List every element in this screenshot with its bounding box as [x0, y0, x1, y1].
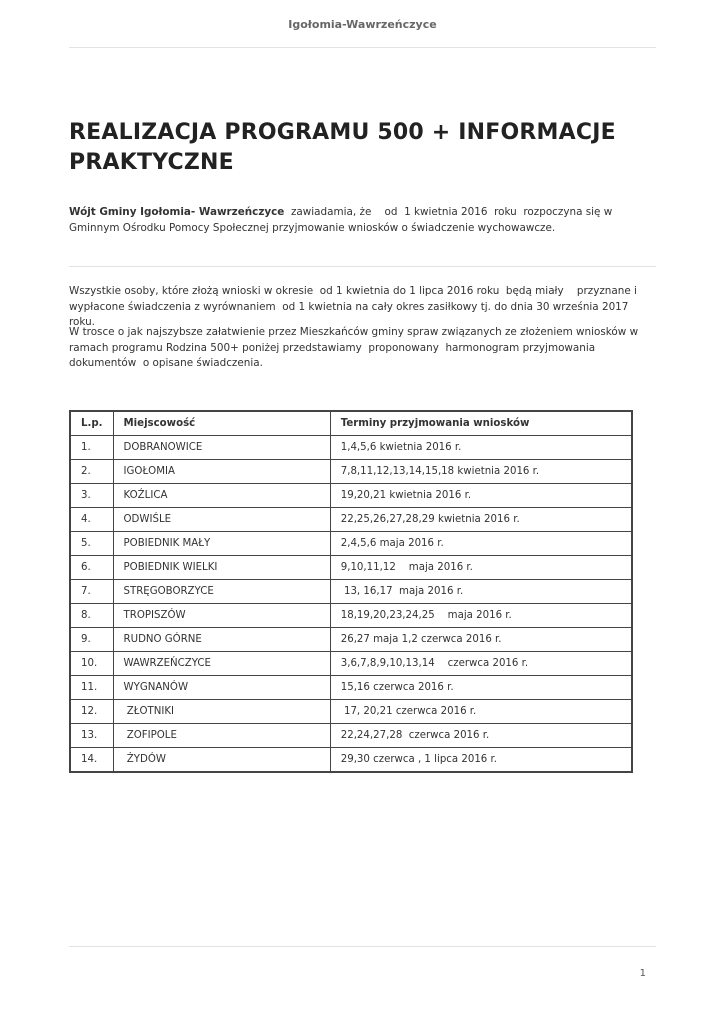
table-row: [70, 748, 632, 773]
row-dates: 22,24,27,28 czerwca 2016 r.: [330, 724, 632, 748]
row-locality: STRĘGOBORZYCE: [113, 580, 330, 604]
row-locality: ŻYDÓW: [113, 748, 330, 773]
header-divider: [69, 47, 656, 48]
column-header-number: L.p.: [70, 411, 113, 436]
row-locality: ODWIŚLE: [113, 508, 330, 532]
row-number: 6.: [70, 556, 113, 580]
row-dates: 1,4,5,6 kwietnia 2016 r.: [330, 436, 632, 460]
intro-paragraph: [69, 205, 656, 236]
row-number: 10.: [70, 652, 113, 676]
table-row: [70, 628, 632, 652]
column-header-dates: Terminy przyjmowania wniosków: [330, 411, 632, 436]
table-row: [70, 724, 632, 748]
footer-divider: [69, 946, 656, 947]
row-number: 14.: [70, 748, 113, 773]
info-paragraph-1: Wszystkie osoby, które złożą wnioski w okresie od 1 kwietnia do 1 lipca 2016 roku będą miały przyznane i wypłacone świadczenia z wyrównaniem od 1 kwietnia na cały okres zasiłkowy tj. do dnia 30 września 2017 roku.: [69, 285, 641, 328]
row-locality: IGOŁOMIA: [113, 460, 330, 484]
row-locality: POBIEDNIK MAŁY: [113, 532, 330, 556]
row-locality: WYGNANÓW: [113, 676, 330, 700]
table-row: [70, 652, 632, 676]
table-row: [70, 700, 632, 724]
table-row: [70, 484, 632, 508]
page-number: 1: [639, 968, 646, 979]
row-dates: 17, 20,21 czerwca 2016 r.: [330, 700, 632, 724]
row-locality: ZOFIPOLE: [113, 724, 330, 748]
site-header-title: Igołomia-Wawrzeńczyce: [288, 18, 437, 31]
row-dates: 18,19,20,23,24,25 maja 2016 r.: [330, 604, 632, 628]
row-dates: 19,20,21 kwietnia 2016 r.: [330, 484, 632, 508]
table-row: [70, 676, 632, 700]
table-row: [70, 580, 632, 604]
row-number: 12.: [70, 700, 113, 724]
row-number: 1.: [70, 436, 113, 460]
row-locality: TROPISZÓW: [113, 604, 330, 628]
row-locality: KOŹLICA: [113, 484, 330, 508]
row-dates: 13, 16,17 maja 2016 r.: [330, 580, 632, 604]
row-number: 2.: [70, 460, 113, 484]
row-number: 4.: [70, 508, 113, 532]
row-dates: 22,25,26,27,28,29 kwietnia 2016 r.: [330, 508, 632, 532]
row-dates: 29,30 czerwca , 1 lipca 2016 r.: [330, 748, 632, 773]
intro-text: zawiadamia, że od 1 kwietnia 2016 roku rozpoczyna się w Gminnym Ośrodku Pomocy Społecznej przyjmowanie wniosków o świadczenie wychowawcze.: [69, 206, 616, 234]
row-number: 7.: [70, 580, 113, 604]
table-row: [70, 532, 632, 556]
row-dates: 26,27 maja 1,2 czerwca 2016 r.: [330, 628, 632, 652]
schedule-table: [69, 410, 633, 773]
row-locality: WAWRZEŃCZYCE: [113, 652, 330, 676]
table-row: [70, 460, 632, 484]
row-locality: POBIEDNIK WIELKI: [113, 556, 330, 580]
row-dates: 9,10,11,12 maja 2016 r.: [330, 556, 632, 580]
row-number: 5.: [70, 532, 113, 556]
table-row: [70, 604, 632, 628]
row-dates: 2,4,5,6 maja 2016 r.: [330, 532, 632, 556]
row-number: 3.: [70, 484, 113, 508]
row-dates: 15,16 czerwca 2016 r.: [330, 676, 632, 700]
row-number: 11.: [70, 676, 113, 700]
info-paragraph-2: W trosce o jak najszybsze załatwienie przez Mieszkańców gminy spraw związanych ze złożeniem wniosków w ramach programu Rodzina 500+ poniżej przedstawiamy proponowany harmonogram przyjmowania dokumentów o opisane świadczenia.: [69, 326, 642, 369]
column-header-locality: Miejscowość: [113, 411, 330, 436]
table-header-row: [70, 411, 632, 436]
intro-author: Wójt Gminy Igołomia- Wawrzeńczyce: [69, 206, 285, 218]
row-number: 13.: [70, 724, 113, 748]
section-divider: [69, 266, 656, 267]
row-dates: 7,8,11,12,13,14,15,18 kwietnia 2016 r.: [330, 460, 632, 484]
row-dates: 3,6,7,8,9,10,13,14 czerwca 2016 r.: [330, 652, 632, 676]
table-row: [70, 556, 632, 580]
row-number: 8.: [70, 604, 113, 628]
table-row: [70, 508, 632, 532]
row-locality: RUDNO GÓRNE: [113, 628, 330, 652]
row-number: 9.: [70, 628, 113, 652]
table-row: [70, 436, 632, 460]
row-locality: DOBRANOWICE: [113, 436, 330, 460]
row-locality: ZŁOTNIKI: [113, 700, 330, 724]
page-title: REALIZACJA PROGRAMU 500 + INFORMACJE PRAKTYCZNE: [69, 120, 616, 175]
